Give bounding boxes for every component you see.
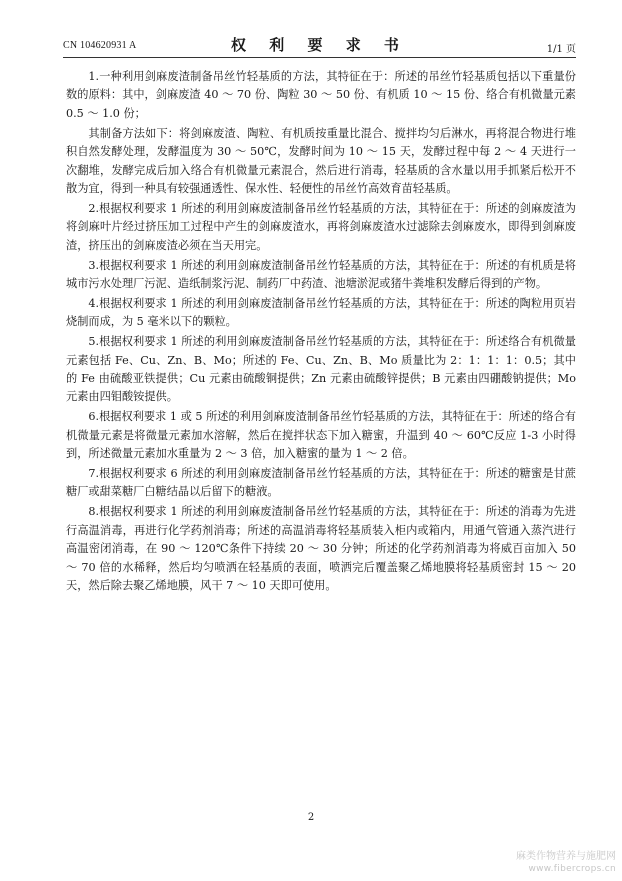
watermark-title: 麻类作物营养与施肥网: [516, 851, 616, 862]
claim-paragraph: 2.根据权利要求 1 所述的利用剑麻废渣制备吊丝竹轻基质的方法，其特征在于：所述的剑麻废渣为将剑麻叶片经过挤压加工过程中产生的剑麻废渣水，再将剑麻废渣水过滤除去剑麻废水，即得到剑麻废渣，挤压出的剑麻废渣必须在当天用完。: [66, 201, 576, 252]
claim-paragraph: 5.根据权利要求 1 所述的利用剑麻废渣制备吊丝竹轻基质的方法，其特征在于：所述络合有机微量元素包括 Fe、Cu、Zn、B、Mo；所述的 Fe、Cu、Zn、B、Mo 质量比为 2：1：1：1：0.5；其中的 Fe 由硫酸亚铁提供；Cu 元素由硫酸铜提供；Zn 元素由硫酸锌提供；B 元素由四硼酸钠提供；Mo 元素由四钼酸铵提供。: [66, 335, 576, 404]
watermark-url: www.fibercrops.cn: [528, 864, 616, 874]
page-count: 1/1 页: [546, 44, 576, 55]
document-title: 权 利 要 求 书: [231, 36, 408, 54]
claim-paragraph: 4.根据权利要求 1 所述的利用剑麻废渣制备吊丝竹轻基质的方法，其特征在于：所述的陶粒用页岩烧制而成，为 5 毫米以下的颗粒。: [66, 296, 576, 329]
site-watermark: [476, 851, 616, 875]
header-divider: [63, 57, 576, 58]
document-header: [63, 34, 576, 54]
claim-paragraph: 6.根据权利要求 1 或 5 所述的利用剑麻废渣制备吊丝竹轻基质的方法，其特征在于：所述的络合有机微量元素是将微量元素加水溶解，然后在搅拌状态下加入糖蜜，升温到 40 ～ 60℃反应 1-3 小时得到，所述微量元素加水重量为 2 ～ 3 倍，加入糖蜜的量为 1 ～ 2 倍。: [66, 410, 576, 461]
page-number: 2: [307, 812, 315, 823]
claim-paragraph: 8.根据权利要求 1 所述的利用剑麻废渣制备吊丝竹轻基质的方法，其特征在于：所述的消毒为先进行高温消毒，再进行化学药剂消毒；所述的高温消毒将轻基质装入柜内或箱内，用通气管通入蒸汽进行高温密闭消毒，在 90 ～ 120℃条件下持续 20 ～ 30 分钟；所述的化学药剂消毒为将威百亩加入 50 ～ 70 倍的水稀释，然后均匀喷洒在轻基质的表面，喷洒完后覆盖聚乙烯地膜将轻基质密封 15 ～ 20 天，然后除去聚乙烯地膜，风干 7 ～ 10 天即可使用。: [66, 505, 576, 592]
claim-paragraph: 7.根据权利要求 6 所述的利用剑麻废渣制备吊丝竹轻基质的方法，其特征在于：所述的糖蜜是甘蔗糖厂或甜菜糖厂白糖结晶以后留下的糖液。: [66, 467, 576, 499]
claim-paragraph: 其制备方法如下：将剑麻废渣、陶粒、有机质按重量比混合、搅拌均匀后淋水，再将混合物进行堆积自然发酵处理，发酵温度为 30 ～ 50℃，发酵时间为 10 ～ 15 天，发酵过程中每 2 ～ 4 天进行一次翻堆，发酵完成后加入络合有机微量元素混合，然后进行消毒，轻基质的含水量以用手抓紧后松开不散为宜，得到一种具有较强通透性、保水性、轻便性的吊丝竹高效育苗轻基质。: [66, 126, 576, 195]
publication-number: CN 104620931 A: [63, 40, 137, 51]
claims-body: [66, 68, 576, 597]
claim-paragraph: 1.一种利用剑麻废渣制备吊丝竹轻基质的方法，其特征在于：所述的吊丝竹轻基质包括以下重量份数的原料：其中，剑麻废渣 40 ～ 70 份、陶粒 30 ～ 50 份、有机质 10 ～ 15 份、络合有机微量元素 0.5 ～ 1.0 份；: [66, 70, 576, 120]
claim-paragraph: 3.根据权利要求 1 所述的利用剑麻废渣制备吊丝竹轻基质的方法，其特征在于：所述的有机质是将城市污水处理厂污泥、造纸制浆污泥、制药厂中药渣、池塘淤泥或猪牛粪堆积发酵后得到的产物。: [66, 258, 576, 290]
